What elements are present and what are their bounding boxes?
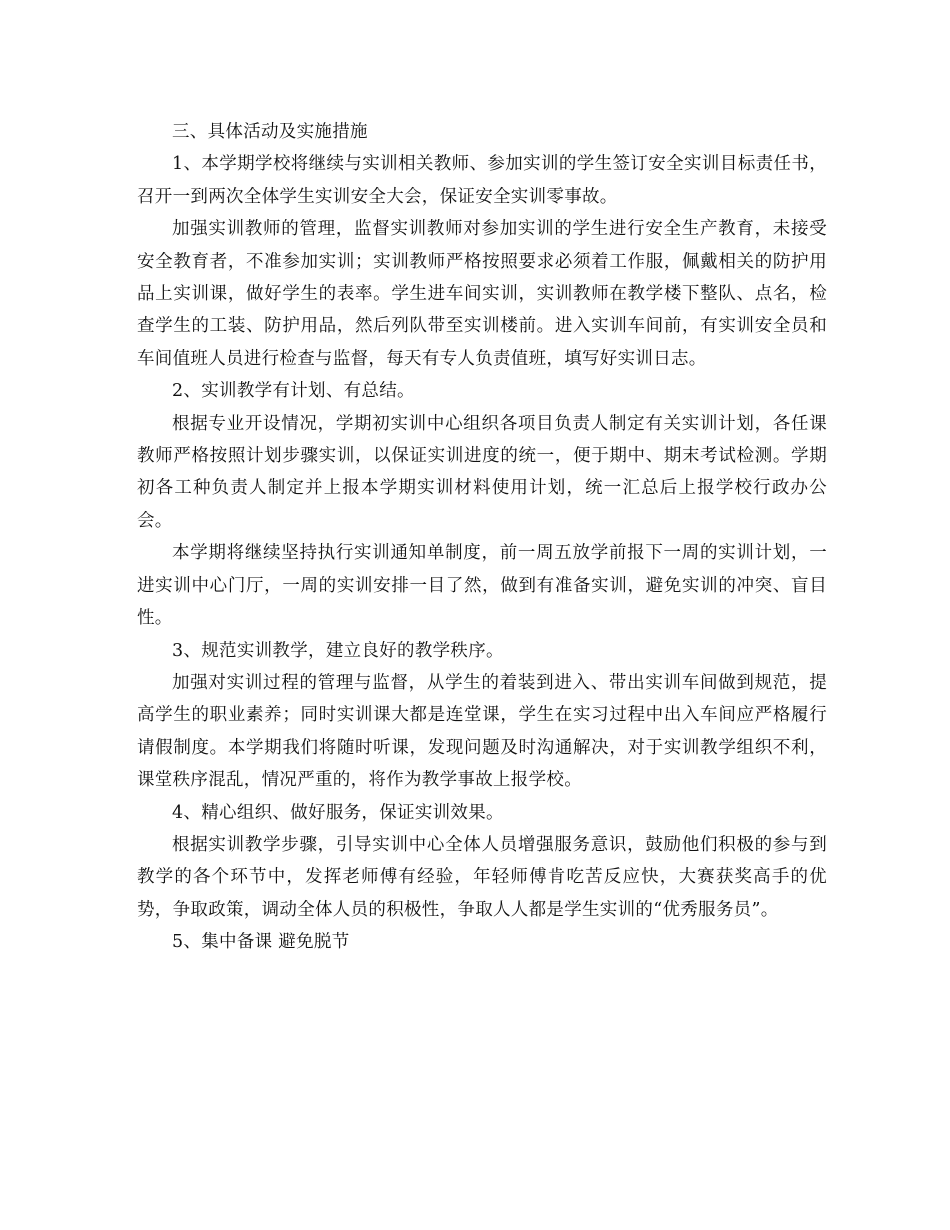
paragraph: 本学期将继续坚持执行实训通知单制度，前一周五放学前报下一周的实训计划，一进实训中心门厅，一周的实训安排一目了然，做到有准备实训，避免实训的冲突、盲目性。 <box>137 543 827 629</box>
paragraph-item-4: 4、精心组织、做好服务，保证实训效果。 <box>172 802 504 823</box>
paragraph: 根据实训教学步骤，引导实训中心全体人员增强服务意识，鼓励他们积极的参与到教学的各个环节中，发挥老师傅有经验，年轻师傅肯吃苦反应快，大赛获奖高手的优势，争取政策，调动全体人员的积极性，争取人人都是学生实训的“优秀服务员”。 <box>137 834 827 920</box>
paragraph: 加强实训教师的管理，监督实训教师对参加实训的学生进行安全生产教育，未接受安全教育者，不准参加实训；实训教师严格按照要求必须着工作服，佩戴相关的防护用品上实训课，做好学生的表率。学生进车间实训，实训教师在教学楼下整队、点名，检查学生的工装、防护用品，然后列队带至实训楼前。进入实训车间前，有实训安全员和车间值班人员进行检查与监督，每天有专人负责值班，填写好实训日志。 <box>137 219 827 369</box>
paragraph: 加强对实训过程的管理与监督，从学生的着装到进入、带出实训车间做到规范，提高学生的职业素养；同时实训课大都是连堂课，学生在实习过程中出入车间应严格履行请假制度。本学期我们将随时听课，发现问题及时沟通解决，对于实训教学组织不利，课堂秩序混乱，情况严重的，将作为教学事故上报学校。 <box>137 672 827 791</box>
paragraph-item-3: 3、规范实训教学，建立良好的教学秩序。 <box>172 640 504 661</box>
paragraph-item-2: 2、实训教学有计划、有总结。 <box>172 381 415 402</box>
paragraph-item-5: 5、集中备课 避免脱节 <box>172 932 350 953</box>
paragraph-item-1: 1、本学期学校将继续与实训相关教师、参加实训的学生签订安全实训目标责任书，召开一到两次全体学生实训安全大会，保证安全实训零事故。 <box>137 154 827 207</box>
document-body <box>137 116 827 959</box>
section-heading: 三、具体活动及实施措施 <box>172 122 368 142</box>
paragraph: 根据专业开设情况，学期初实训中心组织各项目负责人制定有关实训计划，各任课教师严格按照计划步骤实训，以保证实训进度的统一，便于期中、期末考试检测。学期初各工种负责人制定并上报本学期实训材料使用计划，统一汇总后上报学校行政办公会。 <box>137 413 827 531</box>
